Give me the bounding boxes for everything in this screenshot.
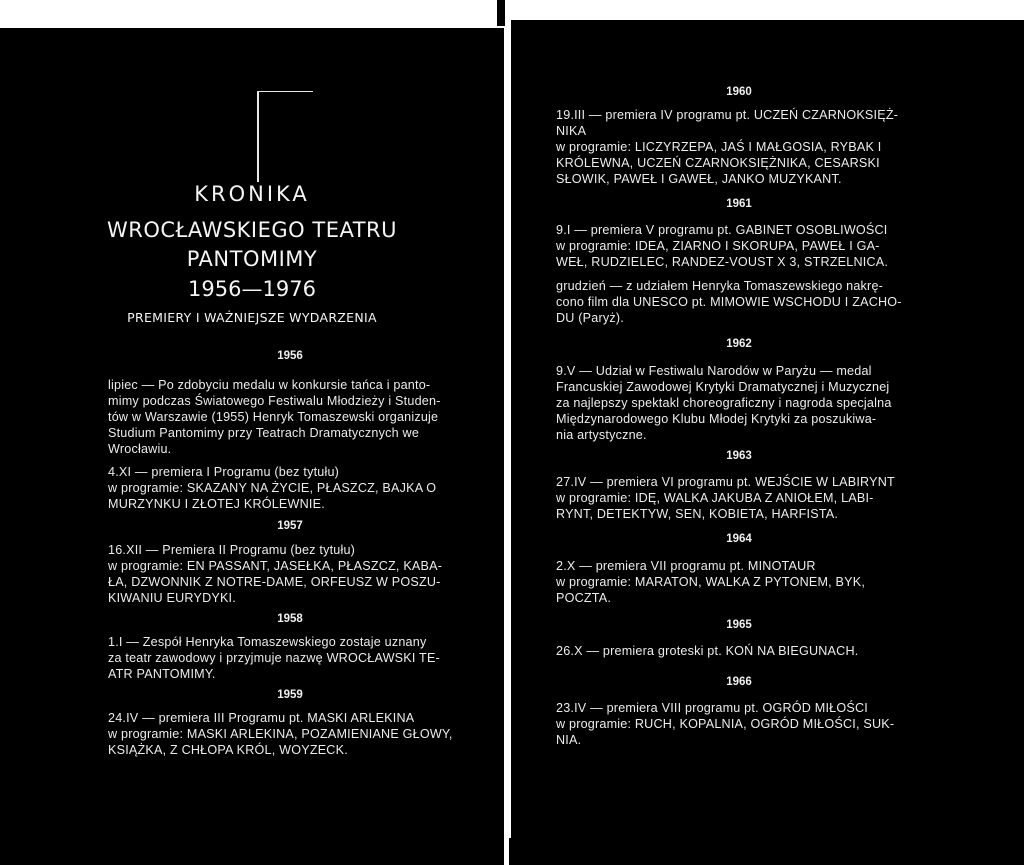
entry-line: 9.V — Udział w Festiwalu Narodów w Paryżu — medal	[556, 364, 872, 378]
year-1957: 1957	[277, 520, 303, 532]
entry-line: KSIĄŻKA, Z CHŁOPA KRÓL, WOYZECK.	[108, 743, 348, 757]
entry-line: Wrocławiu.	[108, 442, 172, 456]
left-page	[0, 28, 504, 865]
title-kronika: KRONIKA	[194, 182, 310, 206]
entry-line: KRÓLEWNA, UCZEŃ CZARNOKSIĘŻNIKA, CESARSKI	[556, 156, 880, 170]
entry-line: ATR PANTOMIMY.	[108, 667, 216, 681]
title-line2: WROCŁAWSKIEGO TEATRU	[107, 218, 397, 242]
entry-line: 27.IV — premiera VI programu pt. WEJŚCIE W LABIRYNT	[556, 475, 895, 489]
entry-line: Studium Pantomimy przy Teatrach Dramatycznych we	[108, 426, 420, 440]
year-1964: 1964	[726, 533, 752, 545]
year-1956: 1956	[277, 350, 303, 362]
entry-line: WEŁ, RUDZIELEC, RANDEZ-VOUST X 3, STRZELNICA.	[556, 255, 889, 269]
entry-line: 26.X — premiera groteski pt. KOŃ NA BIEGUNACH.	[556, 644, 859, 658]
subtitle: PREMIERY I WAŻNIEJSZE WYDARZENIA	[127, 310, 377, 325]
year-1961: 1961	[726, 198, 752, 210]
corner-mark	[257, 91, 313, 182]
entry-line: w programie: SKAZANY NA ŻYCIE, PŁASZCZ, BAJKA O	[108, 481, 437, 495]
entry-line: 19.III — premiera IV programu pt. UCZEŃ CZARNOKSIĘŻ-	[556, 108, 899, 122]
entry-line: cono film dla UNESCO pt. MIMOWIE WSCHODU I ZACHO-	[556, 295, 902, 309]
year-1963: 1963	[726, 450, 752, 462]
entry-line: w programie: IDĘ, WALKA JAKUBA Z ANIOŁEM, LABI-	[556, 491, 874, 505]
entry-line: 23.IV — premiera VIII programu pt. OGRÓD MIŁOŚCI	[556, 701, 868, 715]
entry-line: Międzynarodowego Klubu Młodej Krytyki za poszukiwa-	[556, 412, 877, 426]
entry-line: nia artystyczne.	[556, 428, 647, 442]
entry-line: 1.I — Zespół Henryka Tomaszewskiego zostaje uznany	[108, 635, 427, 649]
entry-line: 9.I — premiera V programu pt. GABINET OSOBLIWOŚCI	[556, 223, 888, 237]
entry-line: w programie: MASKI ARLEKINA, POZAMIENIANE GŁOWY,	[108, 727, 453, 741]
entry-line: NIA.	[556, 733, 582, 747]
entry-line: RYNT, DETEKTYW, SEN, KOBIETA, HARFISTA.	[556, 507, 839, 521]
year-1966: 1966	[726, 676, 752, 688]
entry-line: lipiec — Po zdobyciu medalu w konkursie tańca i panto-	[108, 378, 431, 392]
entry-line: w programie: MARATON, WALKA Z PYTONEM, BYK,	[556, 575, 866, 589]
entry-line: DU (Paryż).	[556, 311, 624, 325]
year-1965: 1965	[726, 619, 752, 631]
year-1959: 1959	[277, 689, 303, 701]
gutter-mark-top	[497, 0, 505, 26]
entry-line: tów w Warszawie (1955) Henryk Tomaszewski organizuje	[108, 410, 439, 424]
entry-line: ŁA, DZWONNIK Z NOTRE-DAME, ORFEUSZ W POSZU-	[108, 575, 441, 589]
entry-line: NIKA	[556, 124, 587, 138]
entry-line: 24.IV — premiera III Programu pt. MASKI ARLEKINA	[108, 711, 415, 725]
right-page	[511, 20, 1024, 865]
title-line3: PANTOMIMY	[186, 247, 318, 271]
entry-line: 2.X — premiera VII programu pt. MINOTAUR	[556, 559, 816, 573]
entry-line: w programie: IDEA, ZIARNO I SKORUPA, PAWEŁ I GA-	[556, 239, 880, 253]
entry-line: w programie: EN PASSANT, JASEŁKA, PŁASZCZ, KABA-	[108, 559, 443, 573]
entry-line: 16.XII — Premiera II Programu (bez tytułu)	[108, 543, 356, 557]
year-1960: 1960	[726, 86, 752, 98]
entry-line: 4.XI — premiera I Programu (bez tytułu)	[108, 465, 340, 479]
entry-line: za najlepszy spektakl choreograficzny i nagroda specjalna	[556, 396, 892, 410]
entry-line: za teatr zawodowy i przyjmuje nazwę WROCŁAWSKI TE-	[108, 651, 440, 665]
entry-line: w programie: LICZYRZEPA, JAŚ I MAŁGOSIA, RYBAK I	[556, 140, 882, 154]
entry-line: Francuskiej Zawodowej Krytyki Dramatycznej i Muzycznej	[556, 380, 890, 394]
entry-line: POCZTA.	[556, 591, 612, 605]
entry-line: SŁOWIK, PAWEŁ I GAWEŁ, JANKO MUZYKANT.	[556, 172, 842, 186]
entry-line: grudzień — z udziałem Henryka Tomaszewskiego nakrę-	[556, 279, 884, 293]
entry-line: KIWANIU EURYDYKI.	[108, 591, 236, 605]
entry-line: w programie: RUCH, KOPALNIA, OGRÓD MIŁOŚCI, SUK-	[556, 717, 895, 731]
entry-line: MURZYNKU I ZŁOTEJ KRÓLEWNIE.	[108, 497, 325, 511]
year-1958: 1958	[277, 613, 303, 625]
year-1962: 1962	[726, 338, 752, 350]
entry-line: mimy podczas Światowego Festiwalu Młodzieży i Studen-	[108, 394, 441, 408]
title-years: 1956—1976	[188, 277, 316, 301]
